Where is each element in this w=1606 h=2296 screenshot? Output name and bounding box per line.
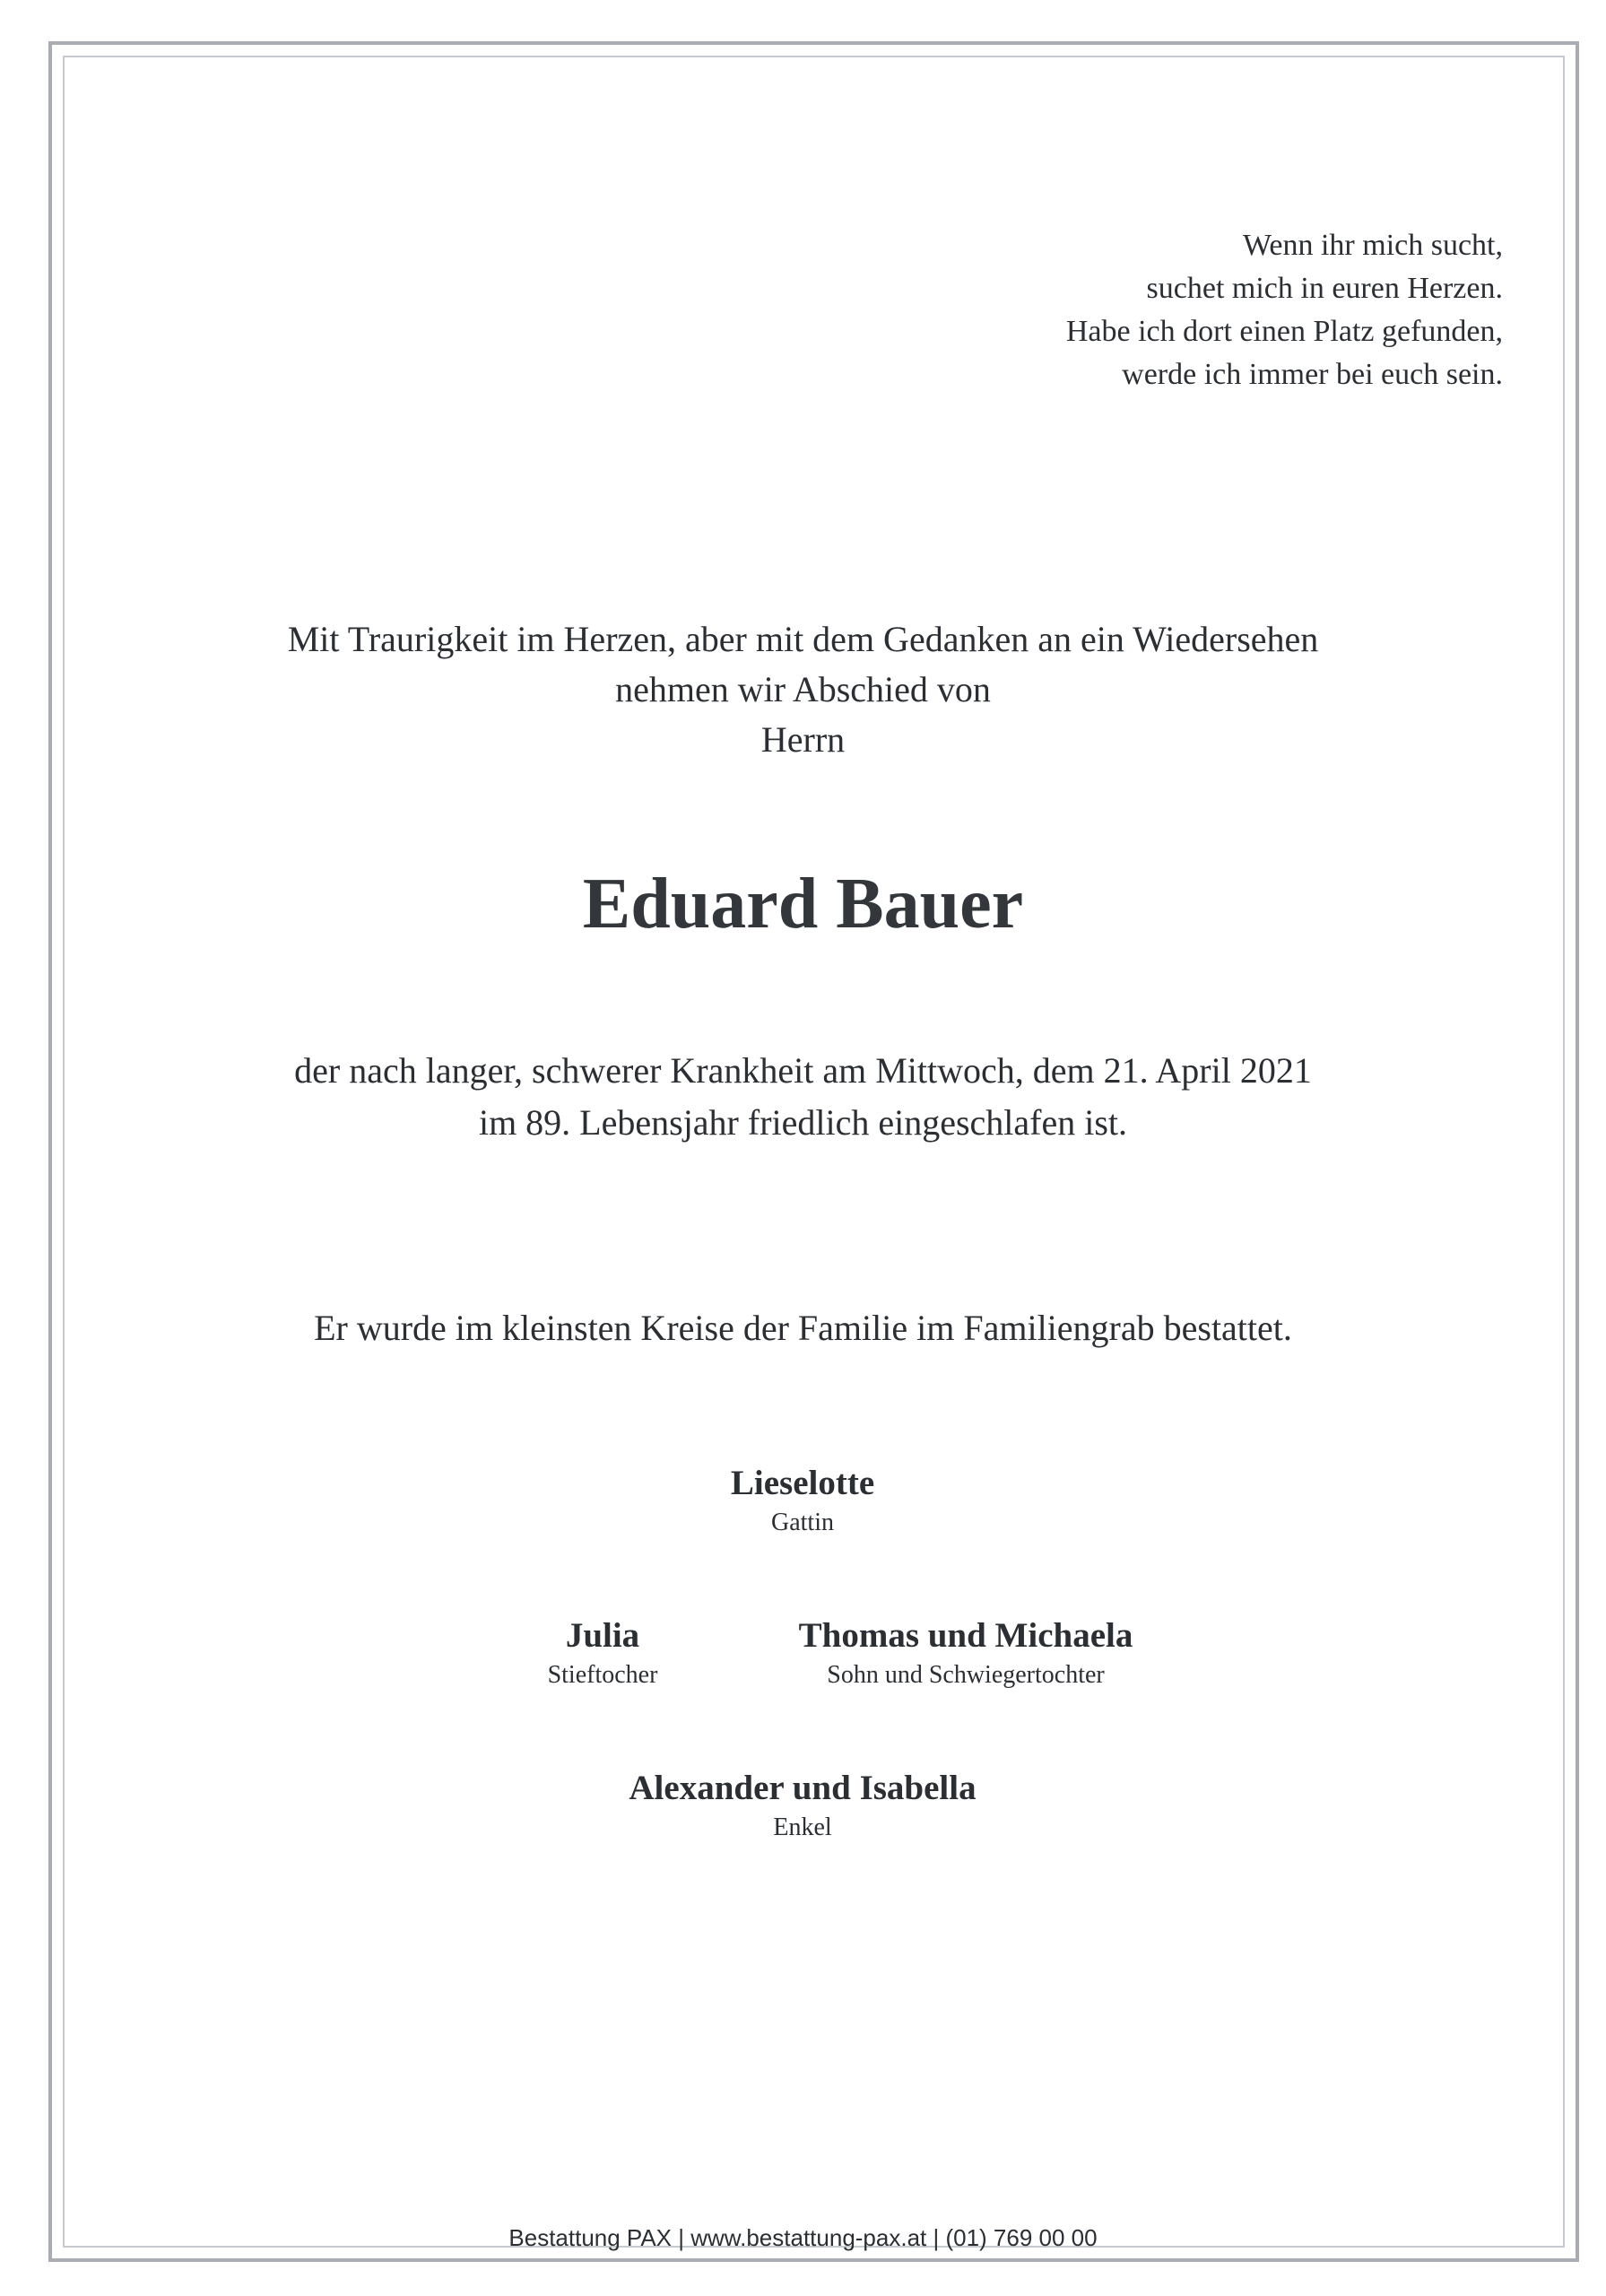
mourner-name: Thomas und Michaela xyxy=(798,1616,1133,1655)
mourner-relation: Enkel xyxy=(773,1813,832,1841)
intro-line: Herrn xyxy=(760,719,846,760)
mourner-son-and-daughter-in-law xyxy=(742,1614,1190,1693)
mourner-name: Alexander und Isabella xyxy=(629,1769,977,1807)
motto-line: Wenn ihr mich sucht, xyxy=(1243,229,1503,262)
burial-notice: Er wurde im kleinsten Kreise der Familie im Familiengrab bestattet. xyxy=(314,1308,1292,1348)
details-line: der nach langer, schwerer Krankheit am Mittwoch, dem 21. April 2021 xyxy=(294,1050,1312,1091)
details-line: im 89. Lebensjahr friedlich eingeschlafen ist. xyxy=(478,1102,1128,1143)
mourner-name: Lieselotte xyxy=(730,1464,875,1502)
mourner-spouse xyxy=(623,1462,982,1541)
mourner-name: Julia xyxy=(565,1616,640,1655)
intro-line: Mit Traurigkeit im Herzen, aber mit dem Gedanken an ein Wiedersehen xyxy=(287,619,1319,659)
mourner-grandchildren xyxy=(534,1767,1072,1846)
mourner-stepdaughter xyxy=(468,1614,737,1693)
motto-line: werde ich immer bei euch sein. xyxy=(1122,358,1503,391)
mourner-relation: Stieftocher xyxy=(547,1661,658,1689)
funeral-home-footer: Bestattung PAX | www.bestattung-pax.at | (01) 769 00 00 xyxy=(508,2224,1098,2251)
intro-text xyxy=(0,614,1606,765)
motto-line: suchet mich in euren Herzen. xyxy=(1146,272,1503,305)
deceased-name: Eduard Bauer xyxy=(582,865,1024,944)
death-details xyxy=(0,1045,1606,1149)
mourner-relation: Gattin xyxy=(771,1509,834,1536)
motto-verse xyxy=(696,224,1503,396)
mourner-relation: Sohn und Schwiegertochter xyxy=(827,1661,1105,1689)
intro-line: nehmen wir Abschied von xyxy=(615,669,991,709)
motto-line: Habe ich dort einen Platz gefunden, xyxy=(1065,315,1503,348)
